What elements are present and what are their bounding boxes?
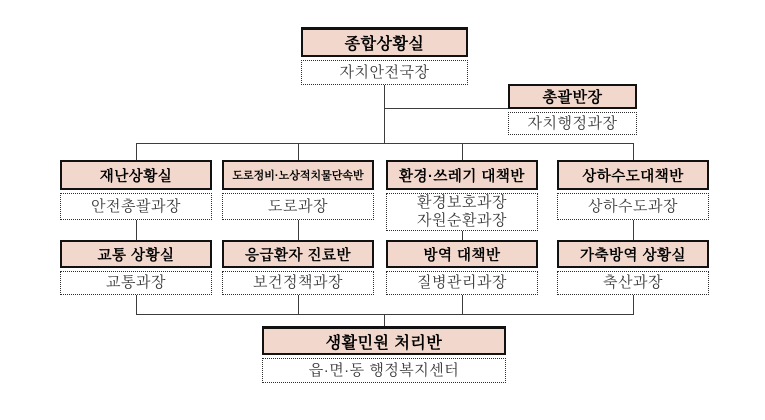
officer-label: 자치안전국장 xyxy=(339,63,430,81)
officer-label: 자원순환과장 xyxy=(417,212,507,229)
connector-stub2-col1 xyxy=(136,295,137,314)
connector-stub-col1 xyxy=(136,220,137,240)
connector-branch-staff xyxy=(384,108,508,109)
connector-stub2-col2 xyxy=(298,295,299,314)
connector-stub-col4 xyxy=(633,220,634,240)
node-water-sewage-officer xyxy=(557,193,709,220)
node-command-center-officer xyxy=(301,60,468,85)
node-traffic-room-officer xyxy=(60,271,212,295)
connector-bottom-drop xyxy=(384,314,385,326)
officer-label: 자치행정과장 xyxy=(527,114,618,132)
connector-drop-col3 xyxy=(462,143,463,161)
officer-label: 안전총괄과장 xyxy=(91,197,181,215)
connector-drop-col2 xyxy=(298,143,299,161)
node-road-control-title: 도로정비·노상적치물단속반 xyxy=(222,160,374,190)
connector-bottom-hbar xyxy=(136,314,634,315)
node-road-control-officer xyxy=(222,193,374,220)
officer-label: 축산과장 xyxy=(603,274,663,292)
node-livestock-quarantine-officer xyxy=(557,271,709,295)
officer-label: 질병관리과장 xyxy=(417,274,507,292)
node-emergency-care-title: 응급환자 진료반 xyxy=(222,240,374,268)
node-emergency-care-officer xyxy=(222,271,374,295)
node-general-manager-officer xyxy=(508,112,637,135)
node-disaster-room-officer xyxy=(60,193,212,220)
connector-stub2-col3 xyxy=(462,295,463,314)
node-water-sewage-title: 상하수도대책반 xyxy=(557,160,709,190)
node-environment-waste-officer xyxy=(386,193,538,231)
connector-trunk-top xyxy=(384,85,385,143)
node-civil-complaints-officer xyxy=(262,358,506,383)
officer-label: 상하수도과장 xyxy=(588,197,678,215)
node-general-manager-title: 총괄반장 xyxy=(508,84,637,109)
node-traffic-room-title: 교통 상황실 xyxy=(60,240,212,268)
connector-row1-hbar xyxy=(136,143,634,144)
connector-stub-col3 xyxy=(462,231,463,240)
node-civil-complaints-title: 생활민원 처리반 xyxy=(262,326,506,355)
connector-drop-col1 xyxy=(136,143,137,161)
connector-stub2-col4 xyxy=(633,295,634,314)
officer-label: 읍·면·동 행정복지센터 xyxy=(308,361,460,379)
node-quarantine-officer xyxy=(386,271,538,295)
officer-label: 교통과장 xyxy=(106,274,166,292)
officer-label: 도로과장 xyxy=(268,197,328,215)
node-livestock-quarantine-title: 가축방역 상황실 xyxy=(557,240,709,268)
officer-label: 환경보호과장 xyxy=(417,194,507,212)
node-command-center-title: 종합상황실 xyxy=(301,27,468,57)
connector-stub-col2 xyxy=(298,220,299,240)
connector-drop-col4 xyxy=(633,143,634,161)
node-environment-waste-title: 환경·쓰레기 대책반 xyxy=(386,160,538,190)
officer-label: 보건정책과장 xyxy=(253,274,343,292)
node-quarantine-title: 방역 대책반 xyxy=(386,240,538,268)
node-disaster-room-title: 재난상황실 xyxy=(60,160,212,190)
